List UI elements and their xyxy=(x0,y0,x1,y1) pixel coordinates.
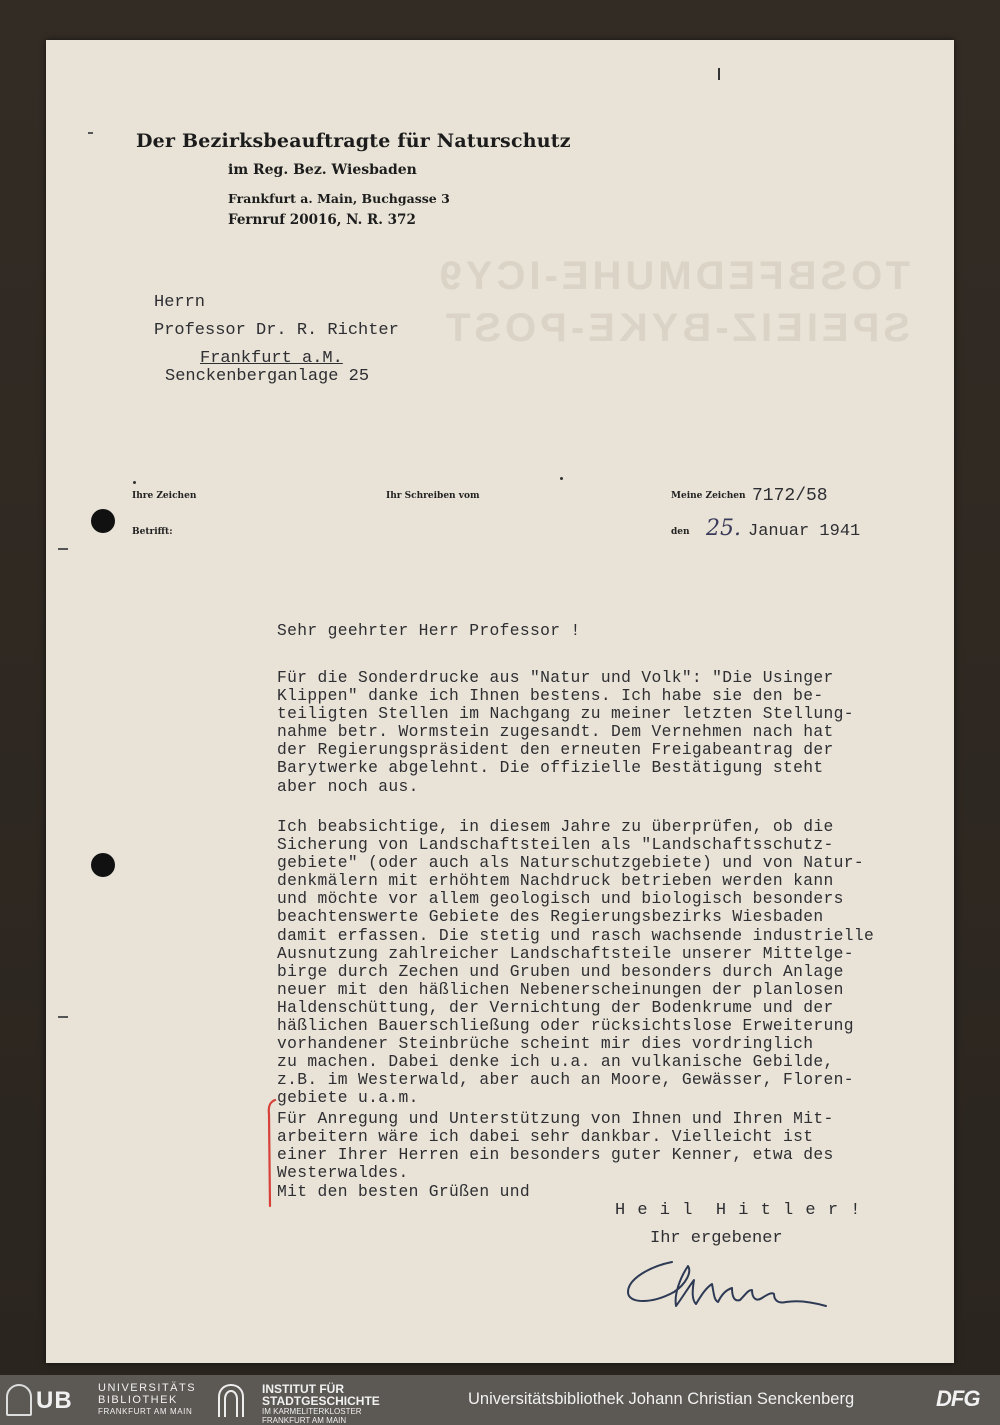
letterhead-address: Frankfurt a. Main, Buchgasse 3 xyxy=(228,191,450,206)
recipient-name: Professor Dr. R. Richter xyxy=(154,321,399,340)
recipient-street: Senckenberganlage 25 xyxy=(165,367,370,386)
meine-zeichen-label: Meine Zeichen xyxy=(671,491,746,501)
isg-line-3: IM KARMELITERKLOSTER xyxy=(262,1407,362,1416)
ihre-zeichen-label: Ihre Zeichen xyxy=(132,491,197,501)
isg-arch-icon xyxy=(216,1383,246,1417)
punch-hole-bottom xyxy=(91,853,115,877)
fold-mark xyxy=(58,548,68,550)
isg-line-1: INSTITUT FÜR xyxy=(262,1382,344,1396)
ub-portrait-icon xyxy=(6,1384,32,1416)
betrifft-label: Betrifft: xyxy=(132,527,173,537)
letterhead-phone: Fernruf 20016, N. R. 372 xyxy=(228,212,416,228)
meine-zeichen-value: 7172/58 xyxy=(752,486,828,506)
dfg-logo: DFG xyxy=(936,1386,980,1411)
signature-image xyxy=(622,1248,832,1318)
date-month-year: Januar 1941 xyxy=(748,522,861,541)
ub-line-1: UNIVERSITÄTS xyxy=(98,1382,197,1394)
ub-mark: UB xyxy=(36,1387,73,1414)
corner-mark xyxy=(88,132,93,134)
bleed-through-stamp: TOSBFEDMUHE-ICY9 SPEIEIZ-BYKE-POST xyxy=(435,254,910,350)
isg-line-2: STADTGESCHICHTE xyxy=(262,1394,380,1408)
field-dot xyxy=(133,481,136,484)
ub-line-2: BIBLIOTHEK xyxy=(98,1393,178,1406)
recipient-city: Frankfurt a.M. xyxy=(200,349,343,368)
ub-line-3: FRANKFURT AM MAIN xyxy=(98,1407,193,1416)
footer-library-name: Universitätsbibliothek Johann Christian Senckenberg xyxy=(468,1390,855,1408)
archive-footer xyxy=(0,1375,1000,1425)
den-label: den xyxy=(671,527,690,537)
date-day-handwritten: 25. xyxy=(706,516,741,541)
fold-mark xyxy=(58,1016,68,1018)
tick-mark xyxy=(718,68,720,80)
letter-paragraph-1: Für die Sonderdrucke aus "Natur und Volk": "Die Usinger Klippen" danke ich Ihnen bestens. Ich habe sie den be- teiligten Stellen im Nachgang zu meiner letzten Stellung- nahme betr. Wormstein zugesandt. Dem Vernehmen nach hat der Regierungspräsident den erneuten Freigabeantrag der Barytwerke abgelehnt. Die offizielle Bestätigung steht aber noch aus. xyxy=(277,668,854,796)
red-pencil-mark xyxy=(264,1098,278,1208)
recipient-herrn: Herrn xyxy=(154,293,206,312)
punch-hole-top xyxy=(91,509,115,533)
ub-name xyxy=(98,1383,196,1418)
letter-signoff: Ihr ergebener xyxy=(650,1229,783,1248)
isg-line-4: FRANKFURT AM MAIN xyxy=(262,1416,347,1425)
letterhead-title: Der Bezirksbeauftragte für Naturschutz xyxy=(136,130,571,152)
letter-closing: Mit den besten Grüßen und xyxy=(277,1182,531,1201)
field-dot xyxy=(560,477,563,480)
letter-paragraph-3: Für Anregung und Unterstützung von Ihnen und Ihren Mit- arbeitern wäre ich dabei sehr dankbar. Vielleicht ist einer Ihrer Herren ein besonders guter Kenner, etwa des Westerwaldes. xyxy=(277,1109,834,1183)
letter-heil: H e i l H i t l e r ! xyxy=(615,1201,862,1220)
isg-name xyxy=(262,1383,380,1425)
letter-paragraph-2: Ich beabsichtige, in diesem Jahre zu überprüfen, ob die Sicherung von Landschaftsteilen als "Landschaftsschutz- gebiete" (oder auch als Naturschutzgebiete) und von Natur- denkmälern mit erhöhtem Nachdruck betrieben werden kann und möchte vor allem geologisch und biologisch besonders beachtenswerte Gebiete des Regierungsbezirks Wiesbaden damit erfassen. Die stetig und rasch wachsende industrielle Ausnutzung zahlreicher Landschaftsteile unserer Mittelge- birge durch Zechen und Gruben und besonders durch Anlage neuer mit den häßlichen Nebenerscheinungen der planlosen Haldenschüttung, der Vernichtung der Bodenkrume und der häßlichen Bauerschließung oder rücksichtslose Erweiterung vorhandener Steinbrüche scheint mir dies vordringlich zu machen. Dabei denke ich u.a. an vulkanische Gebilde, z.B. im Westerwald, aber auch an Moore, Gewässer, Floren- gebiete u.a.m. xyxy=(277,817,875,1108)
letterhead-district: im Reg. Bez. Wiesbaden xyxy=(228,162,417,178)
ihr-schreiben-label: Ihr Schreiben vom xyxy=(386,491,480,501)
letter-salutation: Sehr geehrter Herr Professor ! xyxy=(277,621,581,640)
